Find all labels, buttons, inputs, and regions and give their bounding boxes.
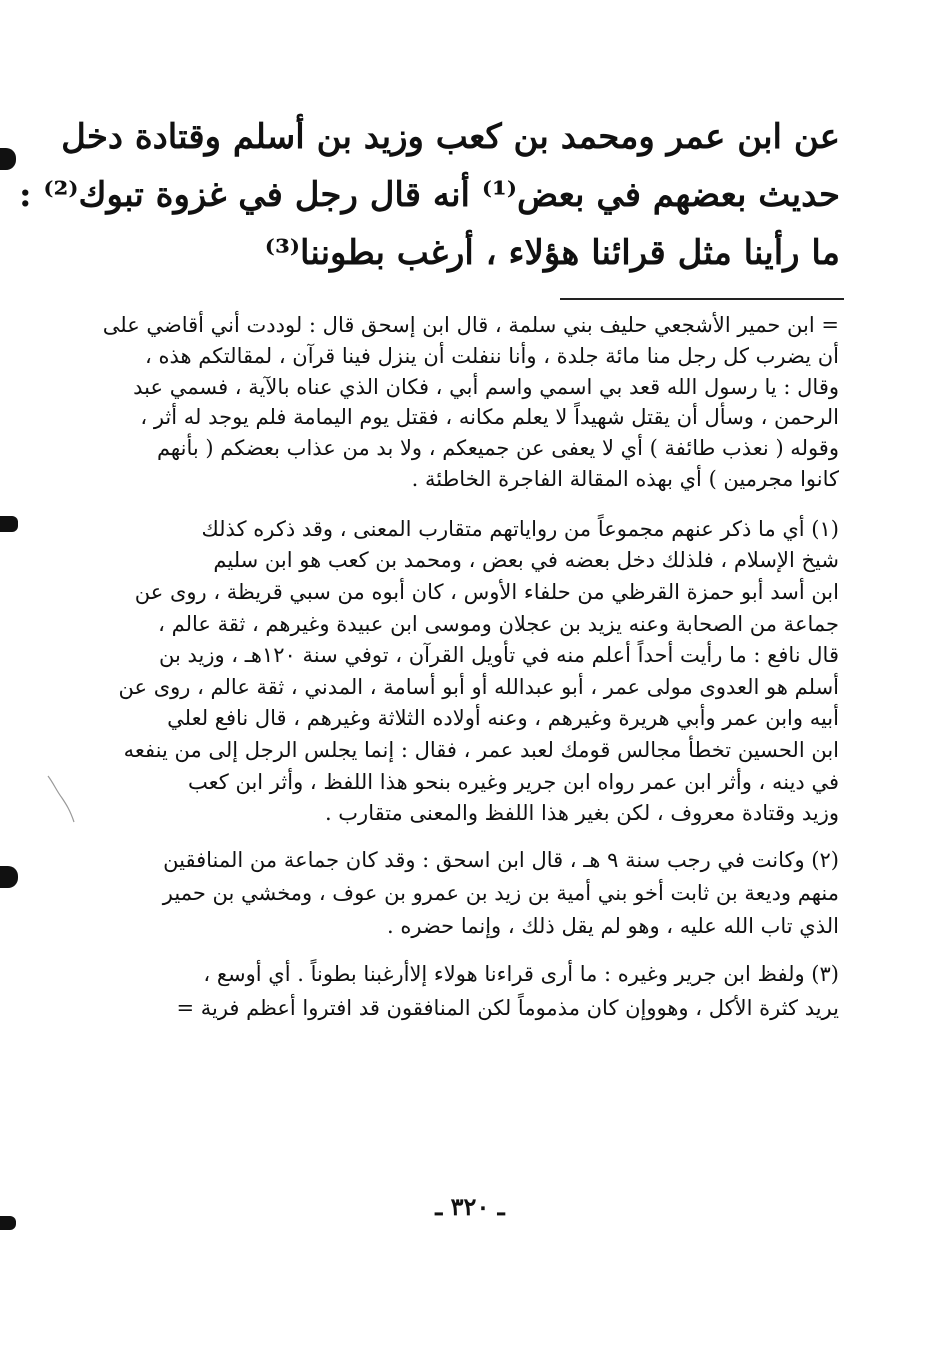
page-number: ـ ٣٢٠ ـ — [435, 1192, 505, 1221]
footnote-line: وقال : يا رسول الله قعد بي اسمي واسم أبي ، فكان الذي عناه بالآية ، فسمي عبد — [133, 374, 839, 399]
binding-mark — [0, 866, 18, 888]
main-text — [18, 108, 840, 282]
main-text-line: ما رأينا مثل قرائنا هؤلاء ، أرغب بطوننا⁽³⁾ — [264, 233, 840, 273]
footnote-line: ابن الحسين تخطأ مجالس قومك لعبد عمر ، فقال : إنما يجلس الرجل إلى من ينفعه — [123, 737, 839, 762]
footnote-line: وزيد وقتادة معروف ، لكن بغير هذا اللفظ والمعنى متقارب . — [324, 801, 839, 826]
footnote-line: في دينه ، وأثر ابن عمر رواه ابن جرير وغيره بنحو هذا اللفظ ، وأثر ابن كعب — [188, 769, 839, 794]
main-text-line: عن ابن عمر ومحمد بن كعب وزيد بن أسلم وقتادة دخل — [61, 117, 840, 157]
footnote-line: (٣) ولفظ ابن جرير وغيره : ما أرى قراءنا هولاء إلاأرغبنا بطوناً . أي أوسع ، — [203, 961, 839, 986]
footnote-3 — [102, 957, 839, 1025]
footnote-line: أسلم هو العدوى مولى عمر ، أبو عبدالله أو أبو أسامة ، المدني ، ثقة عالم ، روى عن — [118, 674, 839, 699]
binding-mark — [0, 516, 18, 532]
footnote-line: الرحمن ، وسأل أن يقتل شهيداً لا يعلم مكانه ، فقتل يوم اليمامة فلم يوجد له أثر ، — [140, 405, 839, 430]
footnote-line: أن يضرب كل رجل منا مائة جلدة ، وأنا ننفلت أن ينزل فينا قرآن ، لمقالتكم هذه ، — [145, 343, 839, 368]
footnote-continuation — [102, 310, 839, 495]
footnote-line: ابن أسد أبو حمزة القرظي من حلفاء الأوس ، كان أبوه من سبي قريظة ، روى عن — [134, 579, 839, 604]
footnote-line: (٢) وكانت في رجب سنة ٩ هـ ، قال ابن اسحق : وقد كان جماعة من المنافقين — [163, 847, 839, 872]
footnote-line: يريد كثرة الأكل ، وهووإن كان مذموماً لكن المنافقون قد افتروا أعظم فرية = — [176, 995, 839, 1020]
footnote-line: قال نافع : ما رأيت أحداً أعلم منه في تأويل القرآن ، توفي سنة ١٢٠هـ ، وزيد بن — [158, 643, 839, 668]
footnote-line: جماعة من الصحابة وعنه يزيد بن عجلان وموسى ابن عبيدة وغيرهم ، ثقة عالم ، — [158, 611, 839, 636]
footnote-line: = ابن حمير الأشجعي حليف بني سلمة ، قال ابن إسحق قال : لوددت أني أقاضي على — [102, 313, 839, 337]
footnote-line: كانوا مجرمين ) أي بهذه المقالة الفاجرة الخاطئة . — [411, 466, 839, 491]
main-text-line: حديث بعضهم في بعض⁽¹⁾ أنه قال رجل في غزوة تبوك⁽²⁾ : — [18, 175, 840, 215]
footnotes — [102, 310, 839, 1025]
footnote-line: (١) أي ما ذكر عنهم مجموعاً من رواياتهم متقارب المعنى ، وقد ذكره كذلك — [201, 516, 839, 541]
footnote-line: منهم وديعة بن ثابت أخو بني أمية بن زيد بن عمرو بن عوف ، ومخشي بن حمير — [162, 880, 839, 905]
footnote-line: شيخ الإسلام ، فلذلك دخل بعضه في بعض ، ومحمد بن كعب هو ابن سليم — [213, 548, 839, 573]
binding-mark — [0, 1216, 16, 1230]
scan-speck — [44, 770, 84, 830]
footnote-line: وقوله ( نعذب طائفة ) أي لا يعفى عن جميعكم ، ولا بد من عذاب بعضكم ( بأنهم — [156, 436, 839, 461]
footnote-line: أبيه وابن عمر وأبي هريرة وغيرهم ، وعنه أولاده الثلاثة وغيرهم ، قال نافع لعلي — [167, 706, 839, 731]
footnote-line: الذي تاب الله عليه ، وهو لم يقل ذلك ، وإنما حضره . — [387, 913, 839, 938]
footnote-separator — [560, 298, 844, 300]
footnote-2 — [102, 844, 839, 943]
footnote-1 — [102, 514, 839, 830]
binding-mark — [0, 148, 16, 170]
